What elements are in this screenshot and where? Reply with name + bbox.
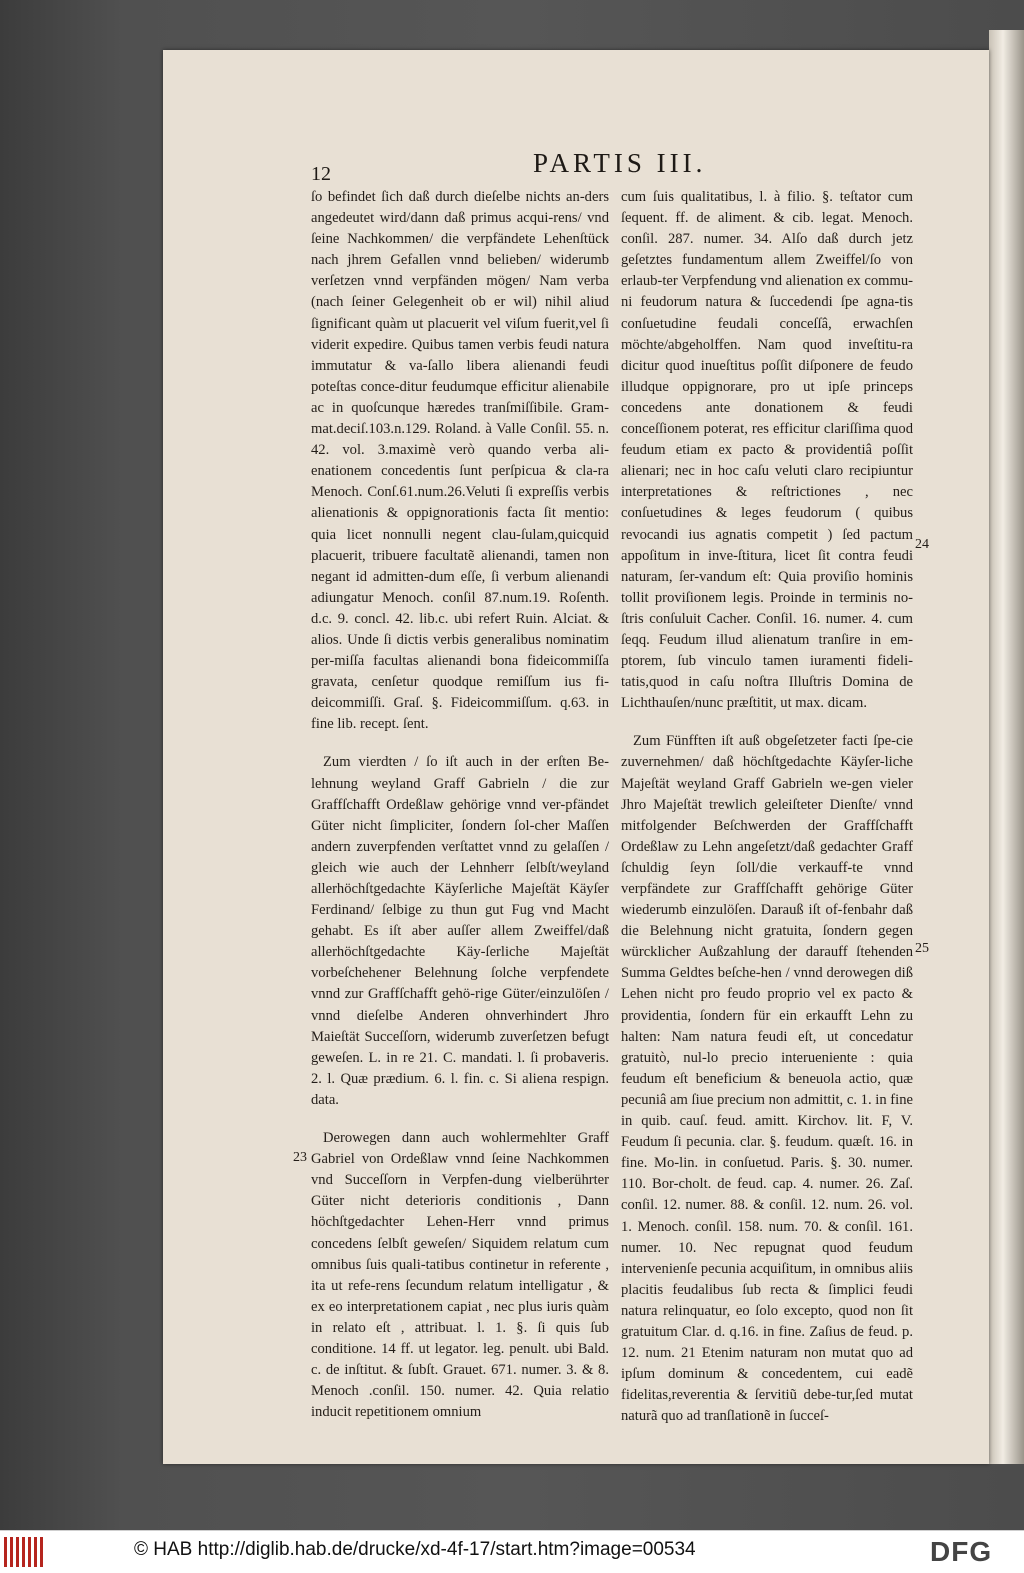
left-column bbox=[311, 187, 609, 1440]
paragraph: cum ſuis qualitatibus, l. à filio. §. teſtator cum ſequent. ff. de aliment. & cib. legat. Menoch. conſil. 287. numer. 34. Alſo daß durch jetz geſetztes fundamentum allem Zweiffel/ſo von erlaub-ter Verpfendung vnd alienation ex commu-ni feudorum natura & ſuccedendi ſpe agna-tis conſuetudine feudali conceſſâ, erwachſen möchte/abgeholffen. Nam quod inveſtitu-ra dicitur quod inueſtitus poſſit diſponere de feudo illudque oppignorare, pro ut ipſe princeps concedens ante donationem & feudi conceſſionem poterat, res efficitur clariſſima quod feudum etiam ex pacto & providentiâ poſſit alienari; nec in hoc caſu veluti claro recipiuntur interpretationes & reſtrictiones , nec conſuetudines & leges feudorum ( quibus revocandi ius agnatis competit ) ſed pactum appoſitum in inve-ſtitura, licet ſit contra feudi naturam, ſer-vandum eſt: Quia proviſio hominis tollit proviſionem legis. Proinde in terminis no-ſtris conſuluit Cacher. Conſil. 16. numer. 4. cum ſeqq. Feudum illud alienatum tranſire in em-ptorem, ſub vinculo tamen iuramenti fideli-tatis,quod in caſu noſtra Illuſtris Domina de Lichthauſen/nunc præſtitit, ut max. dicam. bbox=[621, 189, 913, 712]
dfg-logo: DFG bbox=[930, 1536, 993, 1567]
running-head: PARTIS III. bbox=[533, 148, 707, 178]
page-number: 12 bbox=[311, 163, 331, 185]
paragraph: ſo befindet ſich daß durch dieſelbe nichts an-ders angedeutet wird/dann daß primus acqui-rens/ vnd ſeine Nachkommen/ die verpfändete Lehenſtück nach jhrem Gefallen vnnd belieben/ widerumb verſetzen vnnd verpfänden mögen/ Nam verba (nach ſeiner Gelegenheit ob er wil) nihil aliud ſignificant quàm ut placuerit vel viſum fuerit,vel ſi viderit expedire. Quibus tamen verbis feudi natura immutatur & va-ſallo libera alienandi feudi poteſtas conce-ditur feudumque efficitur alienabile ac in quoſcunque hæredes tranſmiſſibile. Gram-mat.deciſ.103.n.129. Roland. à Valle Conſil. 55. n. 42. vol. 3.maximè verò quando verba ali-enationem concedentis ſunt perſpicua & cla-ra Menoch. Conſ.61.num.26.Veluti ſi expreſſis verbis alienationis & oppignorationis facta ſit mentio: quia licet nonnulli negent clau-ſulam,quicquid placuerit, tribuere facultatẽ alienandi, tamen non negant id admitten-dum eſſe, ſi verbum alienandi adiungatur Menoch. conſil 87.num.19. Roſenth. d.c. 9. concl. 42. lib.c. ubi refert Ruin. Alciat. & alios. Unde ſi dictis verbis generalibus nominatim per-miſſa facultas alienandi bona fideicommiſſa gravata, cenſetur quodque remiſſum ius fi-deicommiſſi. Graſ. §. Fideicommiſſum. q.63. in fine lib. recept. ſent. bbox=[311, 189, 609, 733]
paragraph: Zum Fünfften iſt auß obgeſetzeter facti ſpe-cie zuvernehmen/ daß höchſtgedachte Käyſer-liche Majeſtät weyland Graff Gabrieln we-gen vieler Jhro Majeſtät trewlich geleiſteter Dienſte/ vnnd mitfolgender Beſchwerden der Graffſchafft Ordeßlaw zu Lehn angeſetzt/daß gedachter Graff ſchuldig ſeyn ſoll/die verkauff-te vnnd verpfändete zur Graffſchafft gehörige Güter wiederumb einzulöſen. Darauß iſt of-fenbahr daß die Belehnung nicht gratuita, ſondern gegen würcklicher Außzahlung der darauff ſtehenden Summa Geldtes beſche-hen / vnnd derowegen diß Lehen nicht pro feudo proprio vel ex pacto & providentia, ſondern für ein erkaufft Lehn zu halten: Nam natura feudi eſt, ut concedatur gratuitò, nul-lo precio interueniente : quia feudum eſt beneficium & beneuola actio, quæ pecuniâ am ſiue precium non admittit, c. 1. in fine in quib. cauſ. feud. amitt. Kirchov. lit. F, V. Feudum ſi pecunia. clar. §. feudum. quæſt. 16. in fine. Mo-lin. in conſuetud. Paris. §. 30. numer. 110. Bor-cholt. de feud. cap. 4. numer. 26. Zaſ. conſil. 12. numer. 88. & conſil. 12. num. 26. vol. 1. Menoch. conſil. 158. num. 70. & conſil. 161. numer. 10. Nec repugnat quod feudum intervenienſe pecunia acquiſitum, in omnibus aliis placitis feudalibus ſub recta & ſimplici feudi natura relinquatur, eo ſolo excepto, quod non ſit gratuitum Clar. d. q.16. in fine. Zaſius de feud. p. 12. num. 21 Etenim naturam non mutat quo ad ipſum dominum & concedentem, cui eadẽ fidelitas,reverentia & ſervitiũ debe-tur,ſed mutat naturã quo ad tranſlationẽ in ſucceſ- bbox=[621, 733, 913, 1425]
next-page-edge bbox=[989, 30, 1024, 1464]
book-page bbox=[163, 50, 989, 1464]
copyright-link[interactable]: © HAB http://diglib.hab.de/drucke/xd-4f-17/start.htm?image=00534 bbox=[134, 1539, 696, 1560]
margin-note: 24 bbox=[915, 537, 929, 552]
paragraph: Derowegen dann auch wohlermehlter Graff Gabriel von Ordeßlaw vnnd ſeine Nachkommen vnd Succeſſorn in Verpfen-dung vielberührter Güter nicht deterioris conditionis , Dann höchſtgedachter Lehen-Herr vnnd primus concedens ſelbſt geweſen/ Siquidem relatum cum omnibus ſuis quali-tatibus continetur in referente , ita ut refe-rens ſecundum relatum intelligatur , & ex eo interpretationem capiat , nec plus iuris quàm in relato eſt , attribuat. l. 1. §. ſi quis ſub conditione. 14 ff. ut legator. leg. penult. ubi Bald. c. de inſtitut. & ſubſt. Grauet. 671. numer. 3. & 8. Menoch .conſil. 150. numer. 42. Quia relatio inducit repetitionem omnium bbox=[311, 1130, 609, 1421]
margin-note: 23 bbox=[293, 1150, 307, 1165]
barcode-icon bbox=[4, 1537, 44, 1567]
footer-bar bbox=[0, 1530, 1024, 1573]
margin-note: 25 bbox=[915, 941, 929, 956]
right-column bbox=[621, 187, 913, 1444]
paragraph: Zum vierdten / ſo iſt auch in der erſten Be-lehnung weyland Graff Gabrieln / die zur Graffſchafft Ordeßlaw gehörige vnnd ver-pfändet Güter nicht ſimpliciter, ſondern ſol-cher Maſſen andern zuverpfenden verſtattet vnnd zu gelaſſen / gleich wie auch der Lehnherr ſelbſt/weyland allerhöchſtgedachte Käyſerliche Majeſtät Käyſer Ferdinand/ ſelbige zu thun gut Fug vnd Macht gehabt. Es iſt aber auſſer allem Zweiffel/daß allerhöchſtgedachte Käy-ſerliche Majeſtät vorbeſchehener Belehnung ſolche verpfendete vnnd zur Graffſchafft gehö-rige Güter/einzulöſen / vnnd dieſelbe Anderen ohnverhindert Jhro Maieſtät Succeſſorn, widerumb zuverſetzen befugt geweſen. L. in re 21. C. mandati. l. ſi probaveris. 2. l. Quæ prædium. 6. l. fin. c. Si aliena respign. data. bbox=[311, 754, 609, 1108]
